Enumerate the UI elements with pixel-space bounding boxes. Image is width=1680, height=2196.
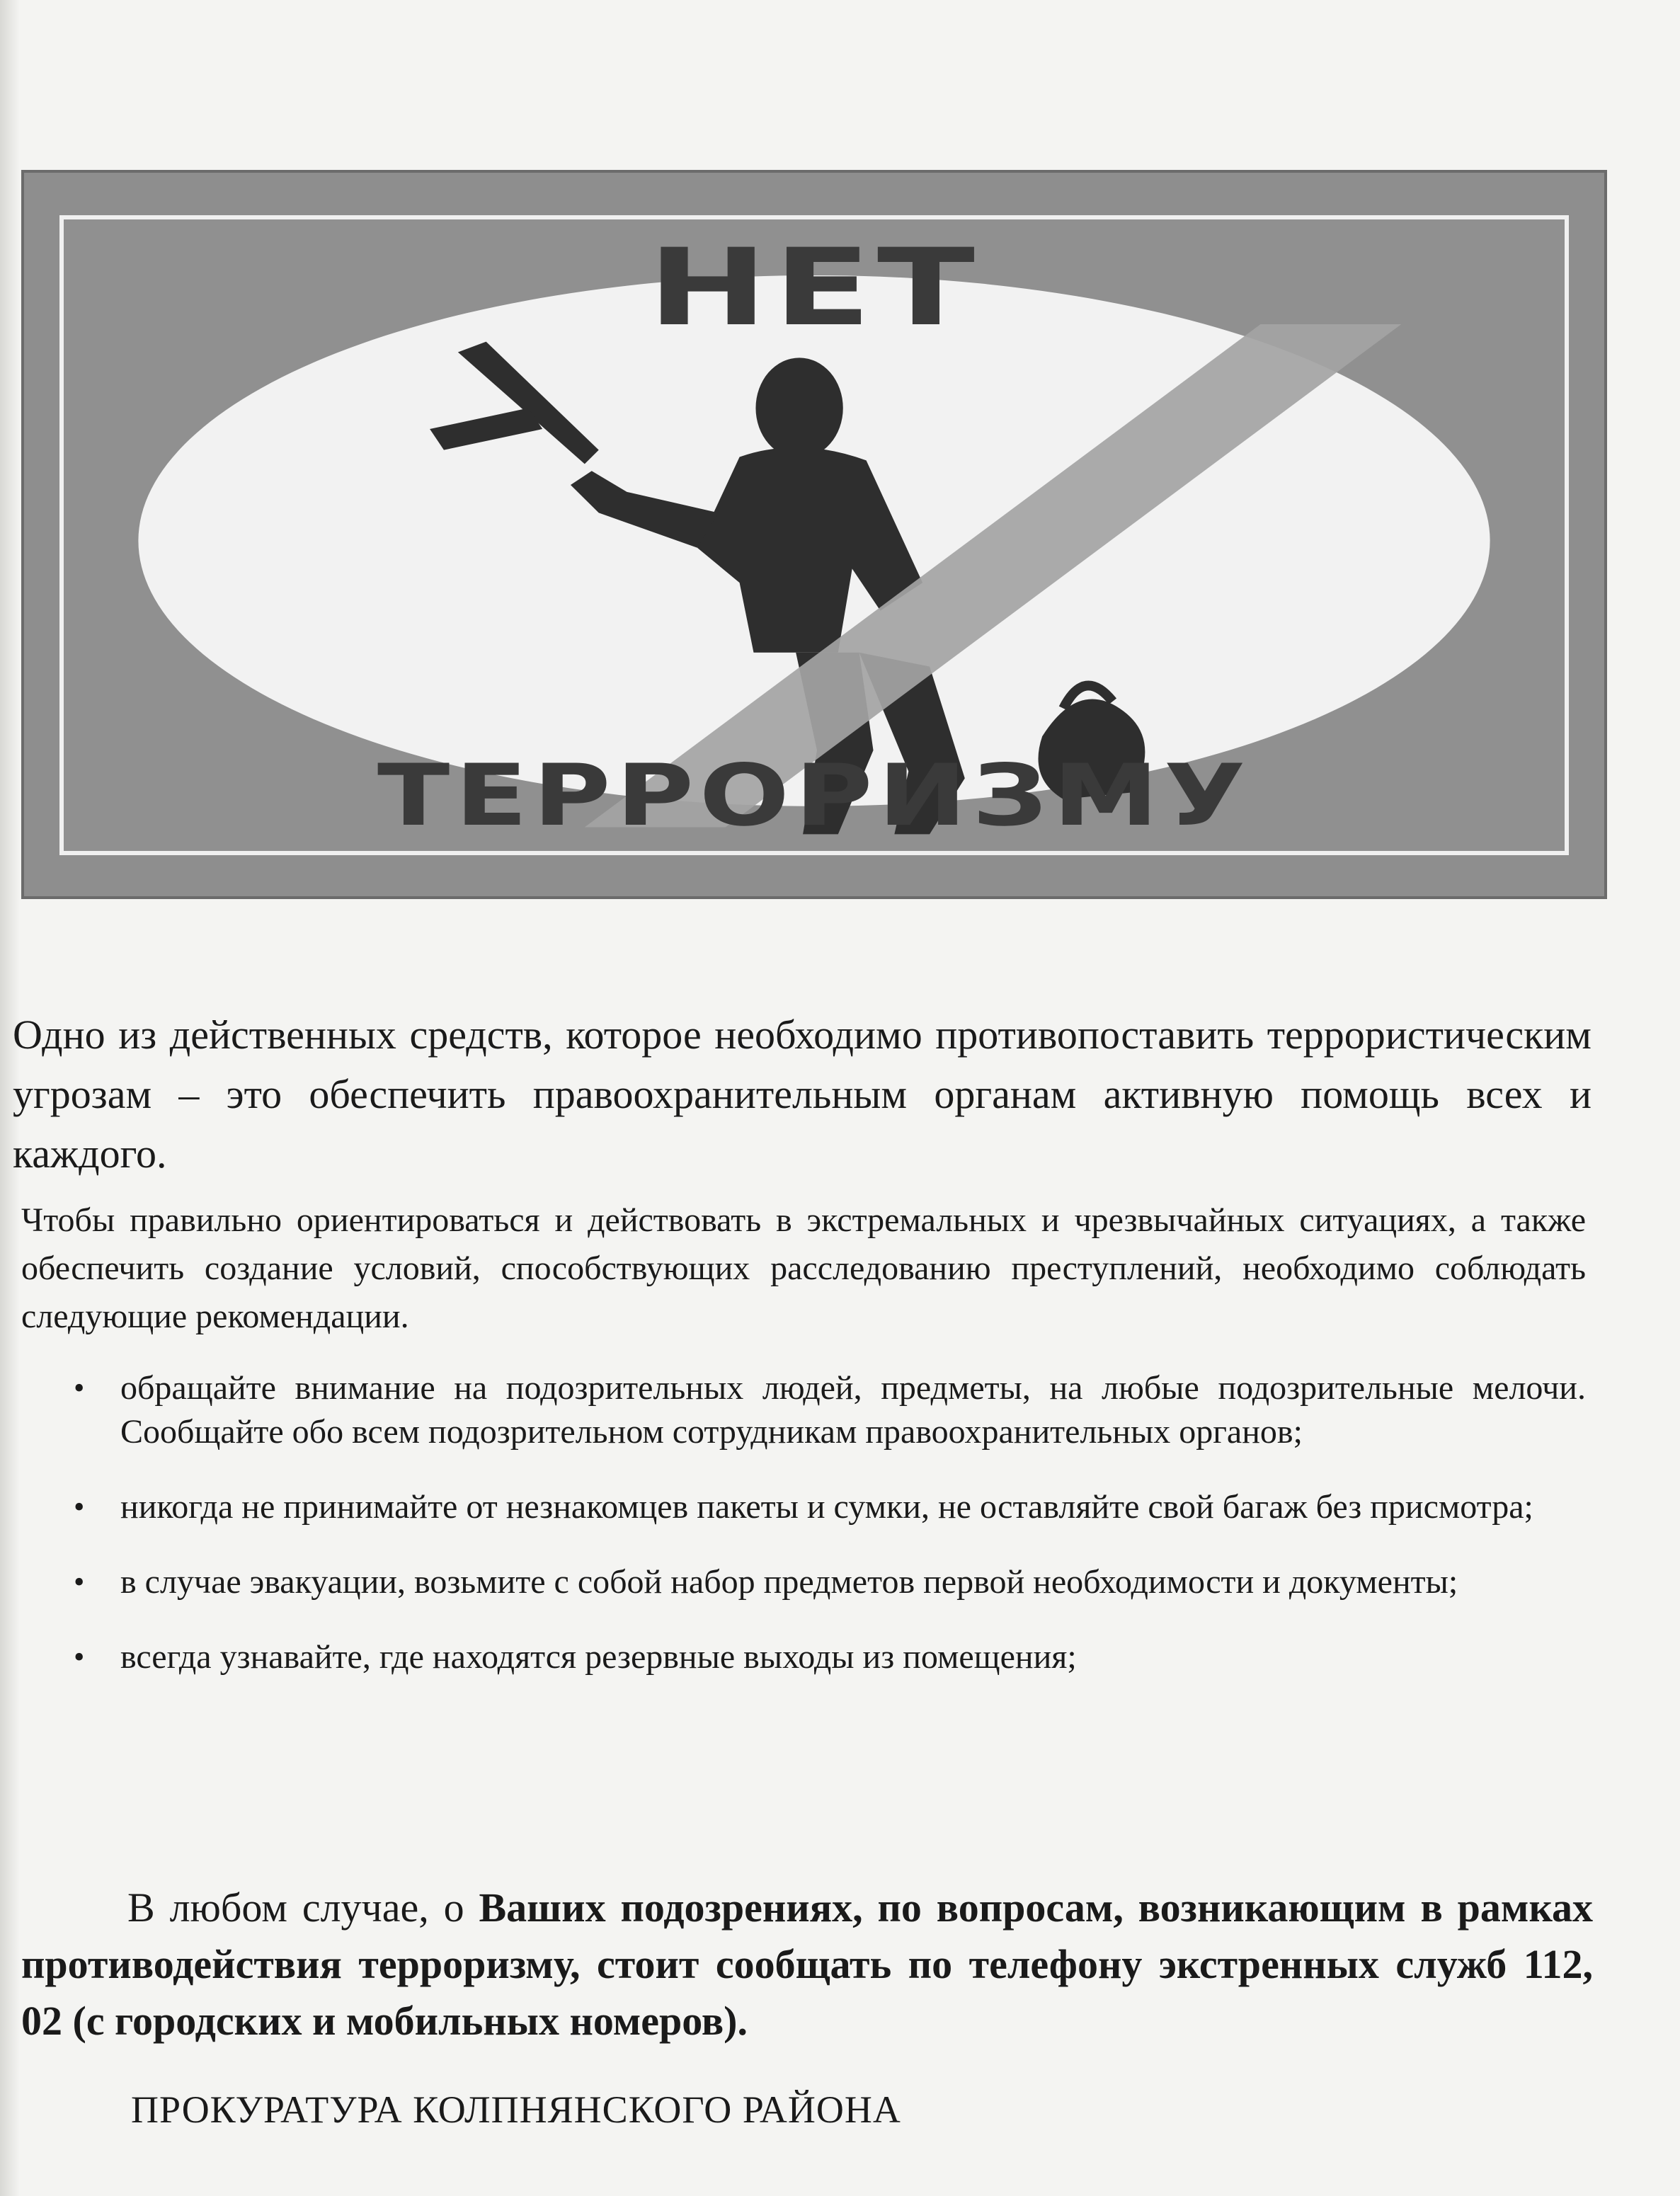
list-item-text: обращайте внимание на подозрительных людей, предметы, на любые подозрительные мелочи. Сообщайте обо всем подозрительном сотрудникам правоохранительных органов; <box>120 1369 1586 1451</box>
final-paragraph <box>21 1880 1593 2049</box>
final-lead-text: В любом случае, о <box>127 1885 479 1931</box>
list-item-text: никогда не принимайте от незнакомцев пакеты и сумки, не оставляйте свой багаж без присмотра; <box>120 1488 1533 1526</box>
bullet-icon: • <box>74 1489 85 1524</box>
poster-title-top: НЕТ <box>647 227 981 350</box>
recommendations-list <box>64 1366 1586 1710</box>
list-item-text: в случае эвакуации, возьмите с собой набор предметов первой необходимости и документы; <box>120 1563 1458 1601</box>
recommendations-intro: Чтобы правильно ориентироваться и действовать в экстремальных и чрезвычайных ситуациях, а также обеспечить создание условий, способствующих расследованию преступлений, необходимо соблюдать следующие рекомендации. <box>21 1201 1586 1335</box>
list-item <box>64 1366 1586 1454</box>
bullet-icon: • <box>74 1371 85 1405</box>
poster-frame <box>59 215 1569 855</box>
bullet-icon: • <box>74 1640 85 1674</box>
list-item <box>64 1560 1586 1604</box>
final-bold-text: Ваших подозрениях, по вопросам, возникающим в рамках противодействия терроризму, стоит сообщать по телефону экстренных служб 112, 02 (с городских и мобильных номеров). <box>21 1885 1593 2044</box>
intro-paragraph: Одно из действенных средств, которое необходимо противопоставить террористическим угрозам – это обеспечить правоохранительным органам активную помощь всех и каждого. <box>13 1012 1592 1177</box>
list-item <box>64 1485 1586 1529</box>
anti-terror-poster <box>21 170 1607 899</box>
list-item <box>64 1635 1586 1679</box>
poster-title-bottom: ТЕРРОРИЗМУ <box>377 747 1252 845</box>
signature: ПРОКУРАТУРА КОЛПНЯНСКОГО РАЙОНА <box>131 2088 901 2131</box>
bullet-icon: • <box>74 1565 85 1599</box>
list-item-text: всегда узнавайте, где находятся резервные выходы из помещения; <box>120 1638 1077 1676</box>
